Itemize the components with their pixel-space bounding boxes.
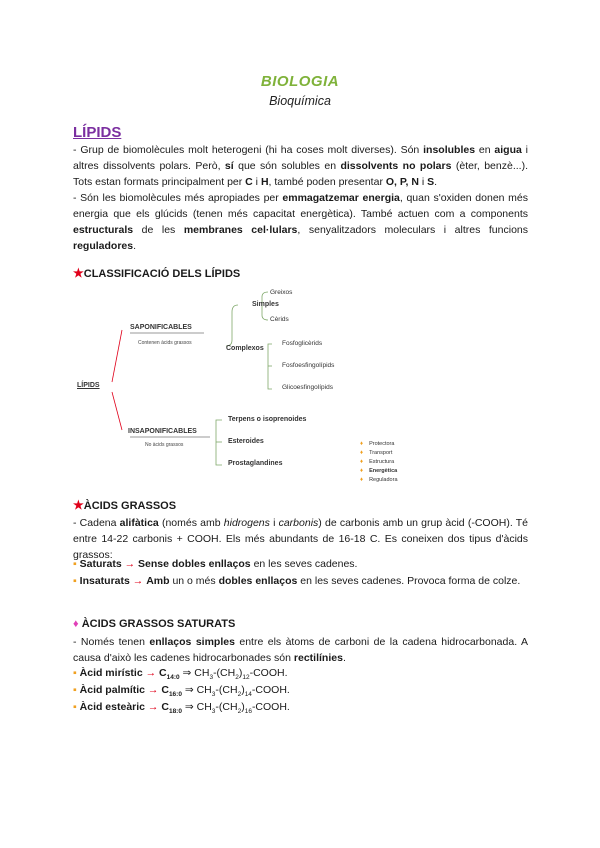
diagram-insap-item-1: Esteroides [228,438,264,445]
function-item: ♦ Transport [360,450,393,456]
text-run: . [342,652,346,664]
bullet-icon: ▪ [73,684,80,696]
text-run: en [475,144,495,156]
classification-heading-text: CLASSIFICACIÓ DELS LÍPIDS [83,268,241,280]
function-item: ♦ Energètica [360,468,398,474]
text-run: i [269,517,279,529]
text-run: i altres dissolvents polars. Però, [73,144,529,172]
text-run: dissolvents no polars [340,160,452,172]
saturated-acid-item: ▪ Àcid esteàric → $C_{18:0}$ ⇒ $CH_3-(CH_2)_{16}$-COOH. [73,701,290,716]
diamond-icon: ♦ [360,459,364,465]
text-run: emmagatzemar energia [282,192,400,204]
diamond-icon: ♦ [360,477,364,483]
diagram-saponificables-note: Contenen àcids grassos [138,340,192,346]
text-run: de les [133,224,184,236]
text-run: H [260,176,269,188]
text-run: - Són les biomolècules més apropiades per [73,192,283,204]
page-title: BIOLOGIA [260,73,340,90]
arrow-icon: → [145,701,162,713]
text-run: estructurals [73,224,134,236]
diagram-simples-item-0: Greixos [270,289,293,296]
arrow-icon: → [142,667,160,679]
brace-sap [226,305,238,346]
text-run: reguladores [73,240,134,252]
acid-name: Àcid esteàric [79,701,146,713]
function-item: ♦ Reguladora [360,477,398,483]
text-run: que són solubles en [233,160,341,172]
arrow-icon: → [132,575,144,587]
insaturats-line: ▪ Insaturats → Amb un o més dobles enllaços en les seves cadenes. Provoca forma de colze. [73,575,521,587]
text-run: membranes cel·lulars [183,224,298,236]
text-run: aigua [494,144,522,156]
text-run: (només amb [158,517,224,529]
diagram-simples: Simples [252,301,279,308]
page-subtitle: Bioquímica [269,94,331,108]
diagram-insap-item-0: Terpens o isoprenoides [228,416,307,423]
diagram-insaponificables-note: No àcids grassos [145,442,184,448]
saturated-acid-item: ▪ Àcid mirístic → $C_{14:0}$ ⇒ $CH_3-(CH_2)_{12}$-COOH. [73,667,288,682]
text-run: , senyalitzadors moleculars i altres funcions [297,224,528,236]
brace-complexos [268,344,272,389]
diagram-complexos-item-2: Glicoesfingolípids [282,384,333,391]
diamond-icon: ♦ [360,441,364,447]
text-run: carbonis [278,517,319,529]
diagram-simples-item-1: Cèrids [270,316,289,323]
branch-line-sap [112,330,122,382]
text-run: i [418,176,428,188]
saturated-paragraph [73,634,528,666]
text-run: ) de carbonis amb un grup àcid (-COOH). Té entre 14-22 carbonis + COOH. Els més abundants de 16-18 C. Es coneixen dos tipus d'àcids grassos: [73,517,528,561]
classification-heading [73,266,240,280]
text-run: enllaços simples [149,636,235,648]
bullet-icon: ▪ [73,667,80,679]
diagram-complexos: Complexos [226,345,264,352]
diagram-complexos-item-1: Fosfoesfingolípids [282,362,335,369]
bullet-icon: ▪ [73,558,77,570]
diamond-icon: ♦ [360,468,364,474]
text-run: sí [224,160,234,172]
diagram-insap-item-2: Prostaglandines [228,460,283,467]
acids-paragraph [73,515,528,563]
bullet-icon: ▪ [73,575,77,587]
text-run: - Grup de biomolècules molt heterogeni (hi ha coses molt diverses). Són [73,144,424,156]
text-run: , també poden presentar [268,176,386,188]
acids-heading [73,498,176,512]
star-icon: ★ [73,266,84,280]
text-run: hidrogens [223,517,270,529]
section-heading-lipids: LÍPIDS [73,124,122,141]
arrow-icon: → [145,684,162,696]
branch-line-insap [112,392,122,430]
text-run: - Cadena [73,517,120,529]
arrow-icon: → [124,558,136,570]
saturated-acid-item: ▪ Àcid palmític → $C_{16:0}$ ⇒ $CH_3-(CH_2)_{14}$-COOH. [73,684,290,699]
diagram-complexos-item-0: Fosfoglicèrids [282,340,323,347]
text-run: insolubles [423,144,476,156]
diamond-icon: ♦ [73,618,79,630]
acid-name: Àcid palmític [79,684,145,696]
saturated-heading-text: ÀCIDS GRASSOS SATURATS [81,618,236,630]
text-run: , quan s'oxiden donen més energia que els glúcids (tenen més capacitat energètica). També actuen com a components [73,192,528,220]
function-item: ♦ Protectora [360,441,395,447]
diagram-root-lipids: LÍPIDS [77,382,100,389]
lipids-paragraph-2 [73,190,528,254]
bullet-icon: ▪ [73,701,80,713]
text-run: C [245,176,253,188]
text-run: entre els àtoms de carboni de la cadena hidrocarbonada. A causa d'això les cadenes hidrocarbonades són [73,636,528,664]
text-run: alifàtica [119,517,159,529]
text-run: rectilínies [293,652,343,664]
text-run: O, P, N [385,176,419,188]
saturats-line: ▪ Saturats → Sense dobles enllaços en les seves cadenes. [73,558,358,570]
diamond-icon: ♦ [360,450,364,456]
diagram-saponificables: SAPONIFICABLES [130,324,192,331]
acids-heading-text: ÀCIDS GRASSOS [83,500,177,512]
text-run: i [252,176,261,188]
saturated-heading [73,618,235,630]
acid-name: Àcid mirístic [79,667,143,679]
text-run: (èter, benzè...). Tots estan formats principalment per [73,160,528,188]
text-run: S [427,176,435,188]
lipids-paragraph-1 [73,142,528,190]
text-run: . [133,240,137,252]
brace-insap [216,420,222,465]
star-icon: ★ [73,498,84,512]
text-run: - Només tenen [73,636,150,648]
text-run: . [434,176,438,188]
function-item: ♦ Estructura [360,459,395,465]
diagram-insaponificables: INSAPONIFICABLES [128,428,197,435]
